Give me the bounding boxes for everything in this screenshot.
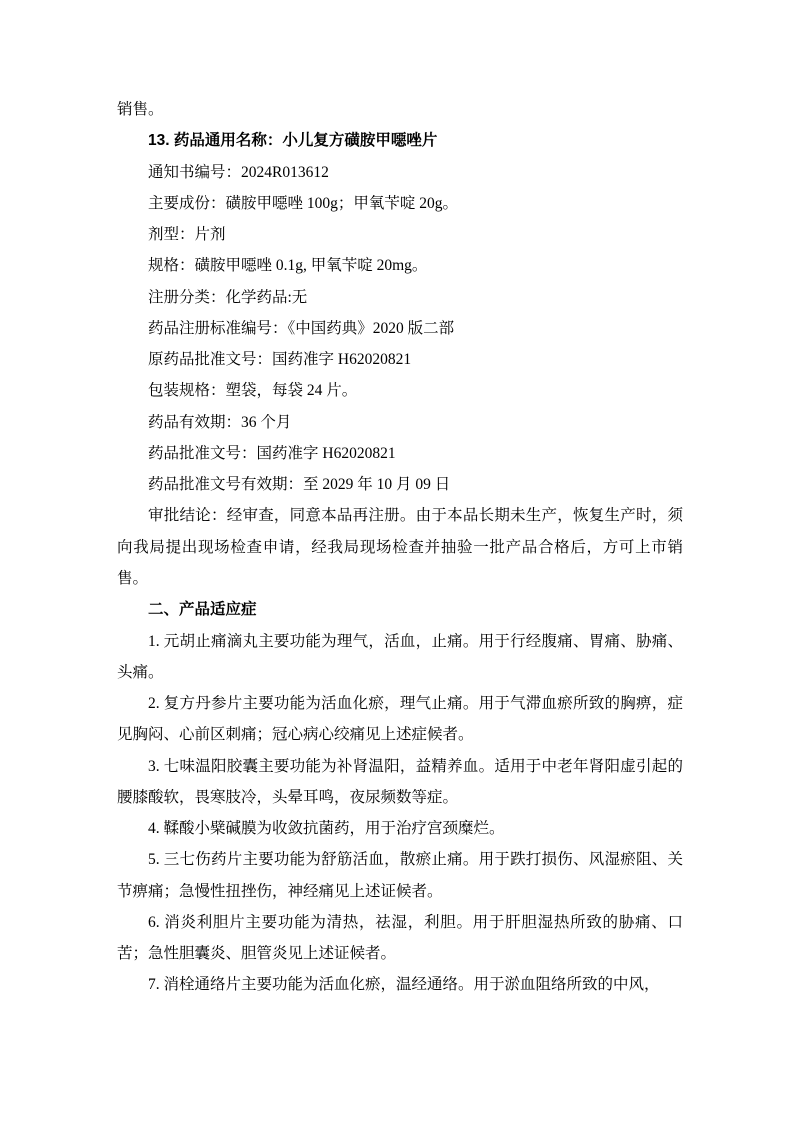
- paragraph-approval-conclusion: 审批结论：经审查，同意本品再注册。由于本品长期未生产，恢复生产时，须向我局提出现场检查申请，经我局现场检查并抽验一批产品合格后，方可上市销售。: [117, 507, 683, 587]
- heading-drug-13-generic-name: 13. 药品通用名称：小儿复方磺胺甲噁唑片: [148, 132, 438, 150]
- field-dosage-form: 剂型：片剂: [148, 226, 226, 244]
- field-registration-standard-number: 药品注册标准编号：《中国药典》2020 版二部: [148, 319, 455, 337]
- indication-item-3: 3. 七味温阳胶囊主要功能为补肾温阳，益精养血。适用于中老年肾阳虚引起的腰膝酸软，畏寒肢冷，头晕耳鸣，夜尿频数等症。: [117, 757, 683, 806]
- indication-item-1: 1. 元胡止痛滴丸主要功能为理气，活血，止痛。用于行经腹痛、胃痛、胁痛、头痛。: [117, 632, 683, 681]
- field-main-ingredients: 主要成份：磺胺甲噁唑 100g；甲氧苄啶 20g。: [148, 194, 459, 212]
- indication-item-6: 6. 消炎利胆片主要功能为清热，祛湿，利胆。用于肝胆湿热所致的胁痛、口苦；急性胆囊炎、胆管炎见上述证候者。: [117, 913, 683, 963]
- field-original-approval-number: 原药品批准文号：国药准字 H62020821: [148, 351, 412, 369]
- indication-item-4: 4. 鞣酸小檗碱膜为收敛抗菌药，用于治疗宫颈糜烂。: [148, 820, 505, 838]
- field-packaging-specification: 包装规格：塑袋，每袋 24 片。: [148, 382, 358, 400]
- field-notice-number: 通知书编号：2024R013612: [148, 163, 329, 181]
- heading-section-2-product-indications: 二、产品适应症: [148, 601, 257, 619]
- field-specification: 规格：磺胺甲噁唑 0.1g, 甲氧苄啶 20mg。: [148, 257, 428, 275]
- field-registration-category: 注册分类：化学药品:无: [148, 288, 308, 306]
- indication-item-2: 2. 复方丹参片主要功能为活血化瘀，理气止痛。用于气滞血瘀所致的胸痹，症见胸闷、心前区刺痛；冠心病心绞痛见上述症候者。: [117, 695, 683, 744]
- field-approval-number-validity: 药品批准文号有效期：至 2029 年 10 月 09 日: [148, 476, 451, 494]
- paragraph-continuation-sales: 销售。: [117, 101, 164, 118]
- indication-item-7: 7. 消栓通络片主要功能为活血化瘀，温经通络。用于淤血阻络所致的中风，: [148, 976, 660, 994]
- indication-item-5: 5. 三七伤药片主要功能为舒筋活血，散瘀止痛。用于跌打损伤、风湿瘀阻、关节痹痛；急慢性扭挫伤，神经痛见上述证候者。: [117, 851, 683, 900]
- field-drug-validity-period: 药品有效期：36 个月: [148, 413, 292, 431]
- field-approval-number: 药品批准文号：国药准字 H62020821: [148, 444, 396, 462]
